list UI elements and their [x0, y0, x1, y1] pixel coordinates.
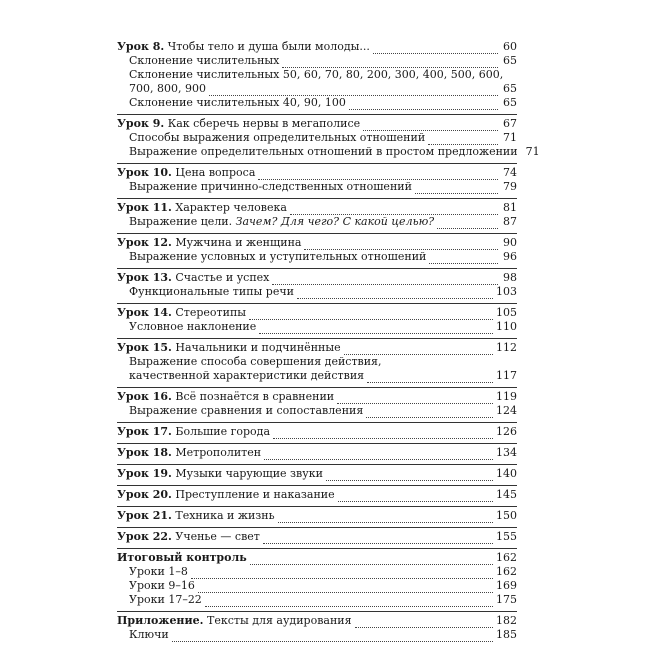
dot-leader	[205, 596, 493, 607]
toc-lesson-number: Урок 9.	[117, 117, 165, 130]
dot-leader	[198, 582, 493, 593]
toc-section	[117, 464, 517, 481]
dot-leader	[337, 393, 493, 404]
toc-section	[117, 422, 517, 439]
toc-subentry	[117, 565, 517, 579]
table-of-contents	[117, 40, 540, 646]
toc-entry-title: Условное наклонение	[129, 320, 257, 333]
toc-page-number: 155	[496, 530, 517, 543]
toc-entry-label	[129, 250, 426, 264]
toc-subentry	[117, 54, 517, 68]
toc-entry-title: Чтобы тело и душа были молоды...	[164, 40, 370, 53]
toc-entry-title: Ключи	[129, 628, 169, 641]
toc-entry-label	[129, 131, 425, 145]
toc-entry-label	[117, 166, 255, 180]
toc-page-number: 117	[496, 369, 517, 382]
toc-page-number: 96	[503, 250, 517, 263]
toc-page-number: 98	[503, 271, 517, 284]
toc-lesson-entry	[117, 271, 517, 285]
toc-lesson-entry	[117, 488, 517, 502]
dot-leader	[273, 428, 493, 439]
toc-section	[117, 611, 517, 642]
toc-entry-label	[129, 565, 188, 579]
toc-page-number: 90	[503, 236, 517, 249]
toc-entry-title: Выражение цели.	[129, 215, 236, 228]
toc-entry-title: Уроки 9–16	[129, 579, 195, 592]
toc-lesson-entry	[117, 117, 517, 131]
toc-page-number: 105	[496, 306, 517, 319]
dot-leader	[415, 183, 498, 194]
toc-entry-title: Цена вопроса	[171, 166, 256, 179]
dot-leader	[209, 85, 498, 96]
toc-section	[117, 303, 517, 334]
dot-leader	[259, 323, 493, 334]
toc-subentry	[117, 628, 517, 642]
toc-lesson-number: Урок 20.	[117, 488, 172, 501]
toc-lesson-entry	[117, 446, 517, 460]
toc-page-number: 175	[496, 593, 517, 606]
toc-entry-title: Метрополитен	[171, 446, 262, 459]
dot-leader	[363, 120, 498, 131]
toc-page-number: 79	[503, 180, 517, 193]
dot-leader	[326, 470, 493, 481]
toc-entry-label	[117, 236, 301, 250]
toc-subentry	[117, 145, 540, 159]
toc-page-number: 119	[496, 390, 517, 403]
toc-lesson-entry	[117, 509, 517, 523]
dot-leader	[263, 533, 493, 544]
toc-lesson-number: Урок 13.	[117, 271, 172, 284]
toc-lesson-entry	[117, 236, 517, 250]
dot-leader	[282, 57, 498, 68]
toc-section	[117, 114, 540, 159]
toc-page-number: 87	[503, 215, 517, 228]
toc-lesson-entry	[117, 40, 517, 54]
dot-leader	[278, 512, 493, 523]
toc-entry-label	[129, 579, 195, 593]
toc-section	[117, 443, 517, 460]
toc-section	[117, 233, 517, 264]
dot-leader	[250, 554, 493, 565]
toc-entry-label	[129, 145, 518, 159]
toc-entry-label	[129, 68, 503, 82]
toc-entry-title: Склонение числительных 50, 60, 70, 80, 200, 300, 400, 500, 600,	[129, 68, 504, 81]
toc-subentry-continuation	[117, 369, 517, 383]
toc-page-number: 74	[503, 166, 517, 179]
toc-subentry	[117, 579, 517, 593]
toc-entry-label	[117, 530, 260, 544]
toc-entry-title: Стереотипы	[171, 306, 247, 319]
toc-lesson-entry	[117, 166, 517, 180]
toc-entry-continuation: 700, 800, 900	[129, 82, 206, 95]
toc-lesson-number: Урок 17.	[117, 425, 172, 438]
dot-leader	[172, 631, 493, 642]
toc-entry-label	[129, 320, 256, 334]
toc-lesson-entry	[117, 467, 517, 481]
toc-subentry	[117, 593, 517, 607]
toc-lesson-entry	[117, 614, 517, 628]
toc-entry-label	[129, 96, 346, 110]
toc-page-number: 67	[503, 117, 517, 130]
toc-entry-title: Большие города	[171, 425, 270, 438]
dot-leader	[344, 344, 493, 355]
toc-entry-label	[129, 628, 169, 642]
toc-lesson-number: Урок 22.	[117, 530, 172, 543]
toc-lesson-number: Урок 10.	[117, 166, 172, 179]
toc-lesson-number: Урок 14.	[117, 306, 172, 319]
toc-subentry	[117, 404, 517, 418]
toc-subentry-continuation	[117, 82, 517, 96]
toc-section	[117, 485, 517, 502]
toc-entry-title: Техника и жизнь	[171, 509, 275, 522]
toc-subentry	[117, 285, 517, 299]
toc-entry-title: Как сберечь нервы в мегаполисе	[164, 117, 361, 130]
toc-lesson-number: Урок 19.	[117, 467, 172, 480]
toc-lesson-number: Урок 12.	[117, 236, 172, 249]
toc-page-number: 162	[496, 565, 517, 578]
toc-subentry	[117, 96, 517, 110]
dot-leader	[373, 43, 498, 54]
toc-entry-title: Уроки 17–22	[129, 593, 202, 606]
dot-leader	[258, 169, 498, 180]
toc-entry-label	[117, 201, 287, 215]
dot-leader	[338, 491, 493, 502]
toc-subentry	[117, 131, 517, 145]
toc-subentry	[117, 180, 517, 194]
toc-page-number: 65	[503, 54, 517, 67]
toc-section	[117, 506, 517, 523]
toc-subentry	[117, 250, 517, 264]
toc-subentry	[117, 355, 517, 369]
toc-entry-label	[117, 614, 352, 628]
toc-lesson-number: Урок 8.	[117, 40, 165, 53]
dot-leader	[297, 288, 493, 299]
dot-leader	[272, 274, 498, 285]
toc-entry-continuation: качественной характеристики действия	[129, 369, 365, 382]
toc-entry-label	[117, 551, 247, 565]
toc-lesson-number: Урок 18.	[117, 446, 172, 459]
toc-section	[117, 40, 517, 110]
toc-entry-title: Мужчина и женщина	[171, 236, 302, 249]
dot-leader	[429, 253, 498, 264]
toc-entry-label	[129, 285, 294, 299]
toc-page-number: 185	[496, 628, 517, 641]
toc-entry-title: Уроки 1–8	[129, 565, 188, 578]
toc-page-number: 71	[503, 131, 517, 144]
toc-entry-title: Тексты для аудирования	[203, 614, 352, 627]
toc-section	[117, 163, 517, 194]
toc-entry-title: Выражение причинно-следственных отношений	[129, 180, 412, 193]
toc-entry-label	[117, 40, 370, 54]
toc-entry-label	[129, 404, 363, 418]
toc-lesson-entry	[117, 201, 517, 215]
toc-entry-label	[129, 593, 202, 607]
toc-section	[117, 548, 517, 607]
toc-entry-label	[117, 425, 270, 439]
toc-entry-label	[117, 390, 334, 404]
toc-lesson-number: Итоговый контроль	[117, 551, 247, 564]
toc-page-number: 81	[503, 201, 517, 214]
dot-leader	[249, 309, 493, 320]
dot-leader	[304, 239, 498, 250]
toc-page-number: 112	[496, 341, 517, 354]
toc-entry-label	[129, 215, 434, 229]
toc-entry-label	[117, 446, 261, 460]
toc-entry-label	[117, 467, 323, 481]
toc-entry-title: Музыки чарующие звуки	[171, 467, 323, 480]
toc-lesson-entry	[117, 425, 517, 439]
toc-entry-title: Выражение сравнения и сопоставления	[129, 404, 364, 417]
toc-lesson-number: Приложение.	[117, 614, 204, 627]
toc-entry-label	[129, 54, 279, 68]
toc-section	[117, 387, 517, 418]
toc-entry-title: Выражение определительных отношений в простом предложении	[129, 145, 518, 158]
toc-page-number: 140	[496, 467, 517, 480]
toc-lesson-entry	[117, 530, 517, 544]
dot-leader	[355, 617, 493, 628]
toc-subentry	[117, 320, 517, 334]
toc-section	[117, 527, 517, 544]
dot-leader	[264, 449, 493, 460]
toc-entry-title: Способы выражения определительных отношений	[129, 131, 426, 144]
toc-page-number: 110	[496, 320, 517, 333]
dot-leader	[349, 99, 498, 110]
toc-lesson-number: Урок 11.	[117, 201, 172, 214]
dot-leader	[191, 568, 493, 579]
toc-lesson-entry	[117, 306, 517, 320]
toc-entry-label	[129, 355, 382, 369]
toc-entry-title: Ученье — свет	[171, 530, 260, 543]
toc-page-number: 134	[496, 446, 517, 459]
toc-entry-label	[117, 306, 246, 320]
toc-page-number: 71	[525, 145, 540, 158]
toc-entry-title: Начальники и подчинённые	[171, 341, 341, 354]
toc-entry-title: Преступление и наказание	[171, 488, 335, 501]
dot-leader	[437, 218, 498, 229]
toc-page-number: 162	[496, 551, 517, 564]
toc-subentry	[117, 68, 517, 82]
toc-section	[117, 338, 517, 383]
toc-entry-label	[129, 180, 412, 194]
toc-page-number: 124	[496, 404, 517, 417]
toc-entry-title: Счастье и успех	[171, 271, 270, 284]
toc-entry-title: Характер человека	[171, 201, 287, 214]
toc-lesson-entry	[117, 341, 517, 355]
toc-page-number: 103	[496, 285, 517, 298]
toc-page-number: 145	[496, 488, 517, 501]
toc-page-number: 60	[503, 40, 517, 53]
toc-section	[117, 268, 517, 299]
dot-leader	[290, 204, 498, 215]
toc-entry-label	[117, 117, 360, 131]
toc-entry-title: Всё познаётся в сравнении	[171, 390, 335, 403]
toc-entry-title: Склонение числительных 40, 90, 100	[129, 96, 346, 109]
toc-page-number: 126	[496, 425, 517, 438]
toc-subentry	[117, 215, 517, 229]
toc-entry-label	[117, 509, 275, 523]
toc-entry-italic: Зачем? Для чего? С какой целью?	[235, 215, 435, 228]
toc-entry-label	[117, 488, 335, 502]
toc-lesson-number: Урок 21.	[117, 509, 172, 522]
toc-lesson-entry	[117, 551, 517, 565]
toc-page-number: 182	[496, 614, 517, 627]
toc-section	[117, 198, 517, 229]
toc-lesson-number: Урок 16.	[117, 390, 172, 403]
toc-entry-title: Выражение условных и уступительных отношений	[129, 250, 427, 263]
toc-lesson-entry	[117, 390, 517, 404]
toc-entry-title: Функциональные типы речи	[129, 285, 294, 298]
toc-entry-title: Склонение числительных	[129, 54, 280, 67]
dot-leader	[367, 372, 493, 383]
toc-page-number: 150	[496, 509, 517, 522]
dot-leader	[428, 134, 498, 145]
toc-page-number: 65	[503, 96, 517, 109]
toc-entry-label	[117, 341, 341, 355]
toc-page-number: 169	[496, 579, 517, 592]
toc-lesson-number: Урок 15.	[117, 341, 172, 354]
toc-page-number: 65	[503, 82, 517, 95]
dot-leader	[366, 407, 493, 418]
toc-entry-title: Выражение способа совершения действия,	[129, 355, 382, 368]
toc-entry-label	[117, 271, 269, 285]
